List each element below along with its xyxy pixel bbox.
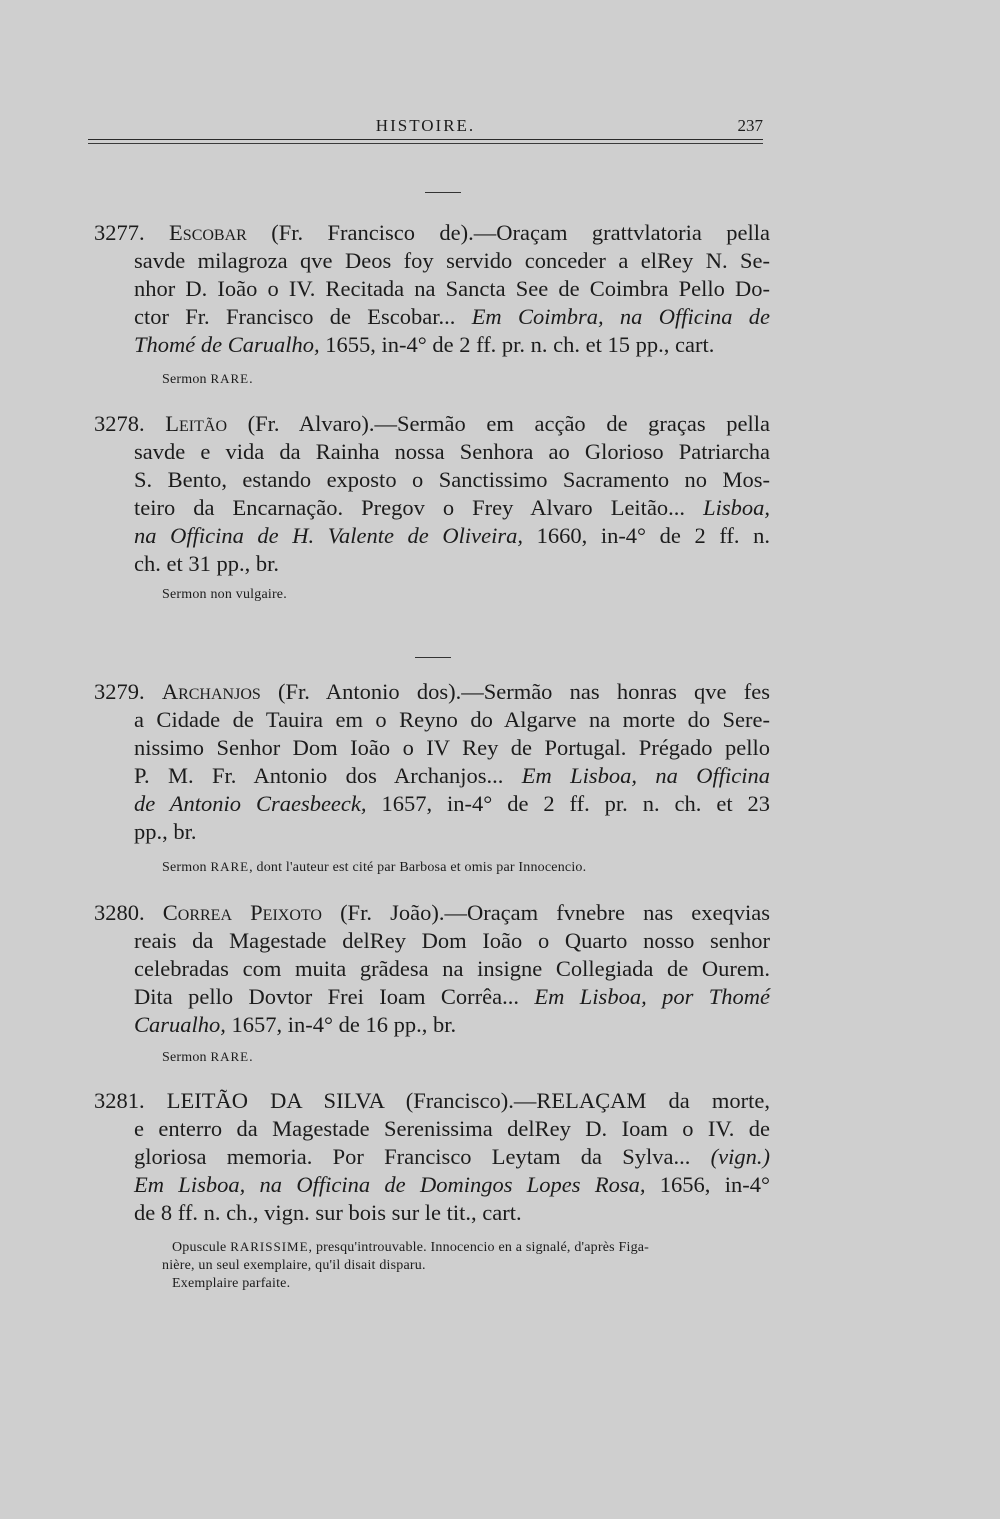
imprint-text: Lisboa, (703, 495, 770, 520)
imprint-text: de Antonio Craesbeeck, (134, 791, 367, 816)
entry-note (162, 858, 782, 877)
entry-line (94, 410, 770, 438)
entry-3277 (94, 219, 770, 359)
entry-text: 1656, in-4° (645, 1172, 770, 1197)
entry-line (94, 734, 770, 762)
note-line: Sermon RARE, dont l'auteur est cité par Barbosa et omis par Innocencio. (162, 859, 587, 875)
entry-line (94, 955, 770, 983)
entry-text: 1660, in-4° de 2 ff. n. (523, 523, 771, 548)
entry-3281 (94, 1087, 770, 1227)
header-rule (88, 139, 763, 140)
entry-text: ctor Fr. Francisco de Escobar... (134, 304, 472, 329)
entry-text: (Fr. Alvaro).—Sermão em acção de graças pella (227, 411, 771, 436)
entry-text: pp., br. (134, 819, 197, 844)
imprint-text: Thomé de Carualho, (134, 332, 320, 357)
note-line: Exemplaire parfaite. (172, 1276, 291, 1291)
imprint-text: Em Lisboa, na Officina (521, 763, 770, 788)
entry-number: 3277. (94, 220, 170, 245)
entry-text: savde milagroza qve Deos foy servido conceder a elRey N. Se- (134, 248, 770, 273)
entry-text: teiro da Encarnação. Pregov o Frey Alvaro Leitão... (134, 495, 704, 520)
section-separator (425, 192, 461, 193)
entry-text: 1657, in-4° de 16 pp., br. (225, 1012, 457, 1037)
entry-author: Correa Peixoto (162, 900, 322, 925)
entry-text: (Fr. João).—Oraçam fvnebre nas exeqvias (321, 900, 770, 925)
entry-line (94, 927, 770, 955)
entry-text: e enterro da Magestade Serenissima delRey D. Ioam o IV. de (134, 1116, 770, 1141)
imprint-text: na Officina de H. Valente de Oliveira, (134, 523, 523, 548)
imprint-text: Em Lisboa, por Thomé (534, 984, 770, 1009)
entry-note (162, 1048, 782, 1067)
entry-line (94, 1199, 770, 1227)
entry-line (94, 678, 770, 706)
imprint-text: Carualho, (134, 1012, 226, 1037)
entry-line (94, 1011, 770, 1039)
entry-line (94, 1171, 770, 1199)
note-line: Sermon non vulgaire. (162, 587, 287, 602)
entry-number: 3279. (94, 679, 162, 704)
entry-text: 1655, in-4° de 2 ff. pr. n. ch. et 15 pp., cart. (319, 332, 715, 357)
entry-text: nissimo Senhor Dom Ioão o IV Rey de Portugal. Prégado pello (134, 735, 770, 760)
entry-text: (Fr. Antonio dos).—Sermão nas honras qve fes (260, 679, 770, 704)
entry-text: P. M. Fr. Antonio dos Archanjos... (134, 763, 522, 788)
entry-line (94, 466, 770, 494)
entry-note (162, 586, 782, 604)
entry-line (94, 494, 770, 522)
entry-line (94, 275, 770, 303)
entry-line (94, 522, 770, 550)
entry-line (94, 247, 770, 275)
entry-line (94, 1115, 770, 1143)
entry-text: gloriosa memoria. Por Francisco Leytam da Sylva... (134, 1144, 711, 1169)
entry-author: Leitão (165, 411, 227, 436)
entry-line (94, 438, 770, 466)
note-line: Opuscule RARISSIME, presqu'introuvable. Innocencio en a signalé, d'après Figa- (172, 1239, 650, 1255)
entry-author: Escobar (169, 220, 247, 245)
entry-3278 (94, 410, 770, 578)
entry-text: (Francisco).—RELAÇAM da morte, (383, 1088, 770, 1113)
entry-text: S. Bento, estando exposto o Sanctissimo Sacramento no Mos- (134, 467, 770, 492)
imprint-text: Em Lisboa, na Officina de Domingos Lopes Rosa, (134, 1172, 646, 1197)
entry-text: reais da Magestade delRey Dom Ioão o Quarto nosso senhor (134, 928, 770, 953)
entry-text: nhor D. Ioão o IV. Recitada na Sancta See de Coimbra Pello Do- (134, 276, 770, 301)
note-line: nière, un seul exemplaire, qu'il disait disparu. (162, 1258, 426, 1273)
note-line: Sermon RARE. (162, 371, 253, 387)
entry-text: ch. et 31 pp., br. (134, 551, 279, 576)
imprint-text: Em Coimbra, na Officina de (471, 304, 770, 329)
entry-author: Archanjos (161, 679, 261, 704)
page-number: 237 (737, 116, 763, 135)
entry-text: de 8 ff. n. ch., vign. sur bois sur le tit., cart. (134, 1200, 522, 1225)
entry-line (94, 303, 770, 331)
section-separator (415, 657, 451, 658)
entry-note (162, 370, 782, 389)
entry-line (94, 983, 770, 1011)
header-rule-thin (88, 143, 763, 144)
note-line: Sermon RARE. (162, 1049, 253, 1065)
entry-line (94, 790, 770, 818)
entry-line (94, 331, 770, 359)
entry-line (94, 219, 770, 247)
header-title: HISTOIRE. (375, 116, 476, 135)
entry-line (94, 818, 770, 846)
entry-note (162, 1238, 792, 1293)
entry-text: celebradas com muita grãdesa na insigne Collegiada de Ourem. (134, 956, 770, 981)
entry-3280 (94, 899, 770, 1039)
entry-number: 3281. (94, 1088, 167, 1113)
entry-line (94, 550, 770, 578)
entry-3279 (94, 678, 770, 846)
entry-line (94, 899, 770, 927)
entry-text: savde e vida da Rainha nossa Senhora ao Glorioso Patriarcha (134, 439, 770, 464)
entry-author: LEITÃO DA SILVA (166, 1088, 384, 1113)
imprint-text: (vign.) (710, 1144, 770, 1169)
entry-text: (Fr. Francisco de).—Oraçam grattvlatoria pella (246, 220, 771, 245)
entry-line (94, 1143, 770, 1171)
entry-line (94, 762, 770, 790)
entry-number: 3280. (94, 900, 163, 925)
entry-text: Dita pello Dovtor Frei Ioam Corrêa... (134, 984, 535, 1009)
entry-number: 3278. (94, 411, 166, 436)
entry-text: a Cidade de Tauira em o Reyno do Algarve na morte do Sere- (134, 707, 770, 732)
entry-line (94, 1087, 770, 1115)
entry-text: 1657, in-4° de 2 ff. pr. n. ch. et 23 (366, 791, 770, 816)
entry-line (94, 706, 770, 734)
